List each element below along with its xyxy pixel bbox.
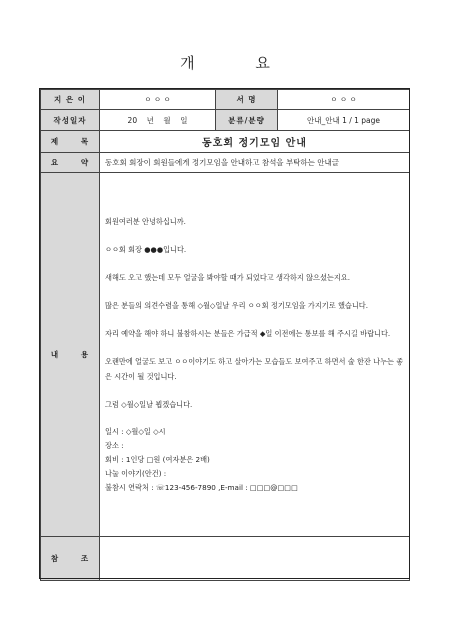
overview-form-table xyxy=(40,89,410,581)
reference-value xyxy=(100,537,410,581)
summary-value: 동호회 회장이 회원들에게 정기모임을 안내하고 참석을 부탁하는 안내글 xyxy=(100,153,410,173)
content-body xyxy=(100,173,410,537)
signature-value: ㅇ ㅇ ㅇ xyxy=(278,90,410,110)
date-row xyxy=(41,110,410,131)
content-paragraph: 그럼 ◇월◇일날 뵙겠습니다. xyxy=(105,400,193,409)
author-row xyxy=(41,90,410,110)
signature-label: 서 명 xyxy=(216,90,278,110)
info-line-place: 장소 : xyxy=(105,441,124,450)
content-paragraph: 자리 예약을 해야 하니 불참하시는 분들은 가급적 ◆일 이전에는 통보를 해 주시길 바랍니다. xyxy=(105,329,391,338)
content-paragraph: 새해도 오고 했는데 모두 얼굴을 봐야할 때가 되었다고 생각하지 않으셨는지요. xyxy=(105,273,351,282)
date-label: 작성일자 xyxy=(41,110,100,131)
subject-value: 동호회 정기모임 안내 xyxy=(100,131,410,153)
summary-label: 요 약 xyxy=(41,153,100,173)
summary-row xyxy=(41,153,410,173)
page-title: 개 요 xyxy=(180,54,298,72)
info-line-fee: 회비 : 1인당 □원 (여자분은 2배) xyxy=(105,455,210,464)
reference-row xyxy=(41,537,410,581)
content-paragraph: 회원여러분 안녕하십니까. xyxy=(105,217,186,226)
author-label: 지 은 이 xyxy=(41,90,100,110)
category-label: 분류/분량 xyxy=(216,110,278,131)
author-value: ㅇ ㅇ ㅇ xyxy=(100,90,216,110)
subject-row xyxy=(41,131,410,153)
content-label: 내 용 xyxy=(41,173,100,537)
subject-label: 제 목 xyxy=(41,131,100,153)
category-value: 안내_안내 1 / 1 page xyxy=(278,110,410,131)
reference-label: 참 조 xyxy=(41,537,100,581)
content-row xyxy=(41,173,410,537)
info-line-datetime: 일시 : ◇월◇일 ◇시 xyxy=(105,427,166,436)
content-paragraph: ㅇㅇ회 회장 ●●●입니다. xyxy=(105,245,187,254)
info-line-contact: 불참시 연락처 : ☏123-456-7890 ,E-mail : □□□@□□□ xyxy=(105,483,298,492)
info-line-agenda: 나눌 이야기(안건) : xyxy=(105,469,167,478)
content-paragraph: 오랜만에 얼굴도 보고 ㅇㅇ이야기도 하고 살아가는 모습들도 보여주고 하면서 술 한잔 나누는 좋은 시간이 될 것입니다. xyxy=(105,357,404,381)
date-value: 20 년 월 일 xyxy=(100,110,216,131)
content-paragraph: 많은 분들의 의견수렴을 통해 ◇월◇일날 우리 ㅇㅇ회 정기모임을 가지기로 했습니다. xyxy=(105,301,369,310)
